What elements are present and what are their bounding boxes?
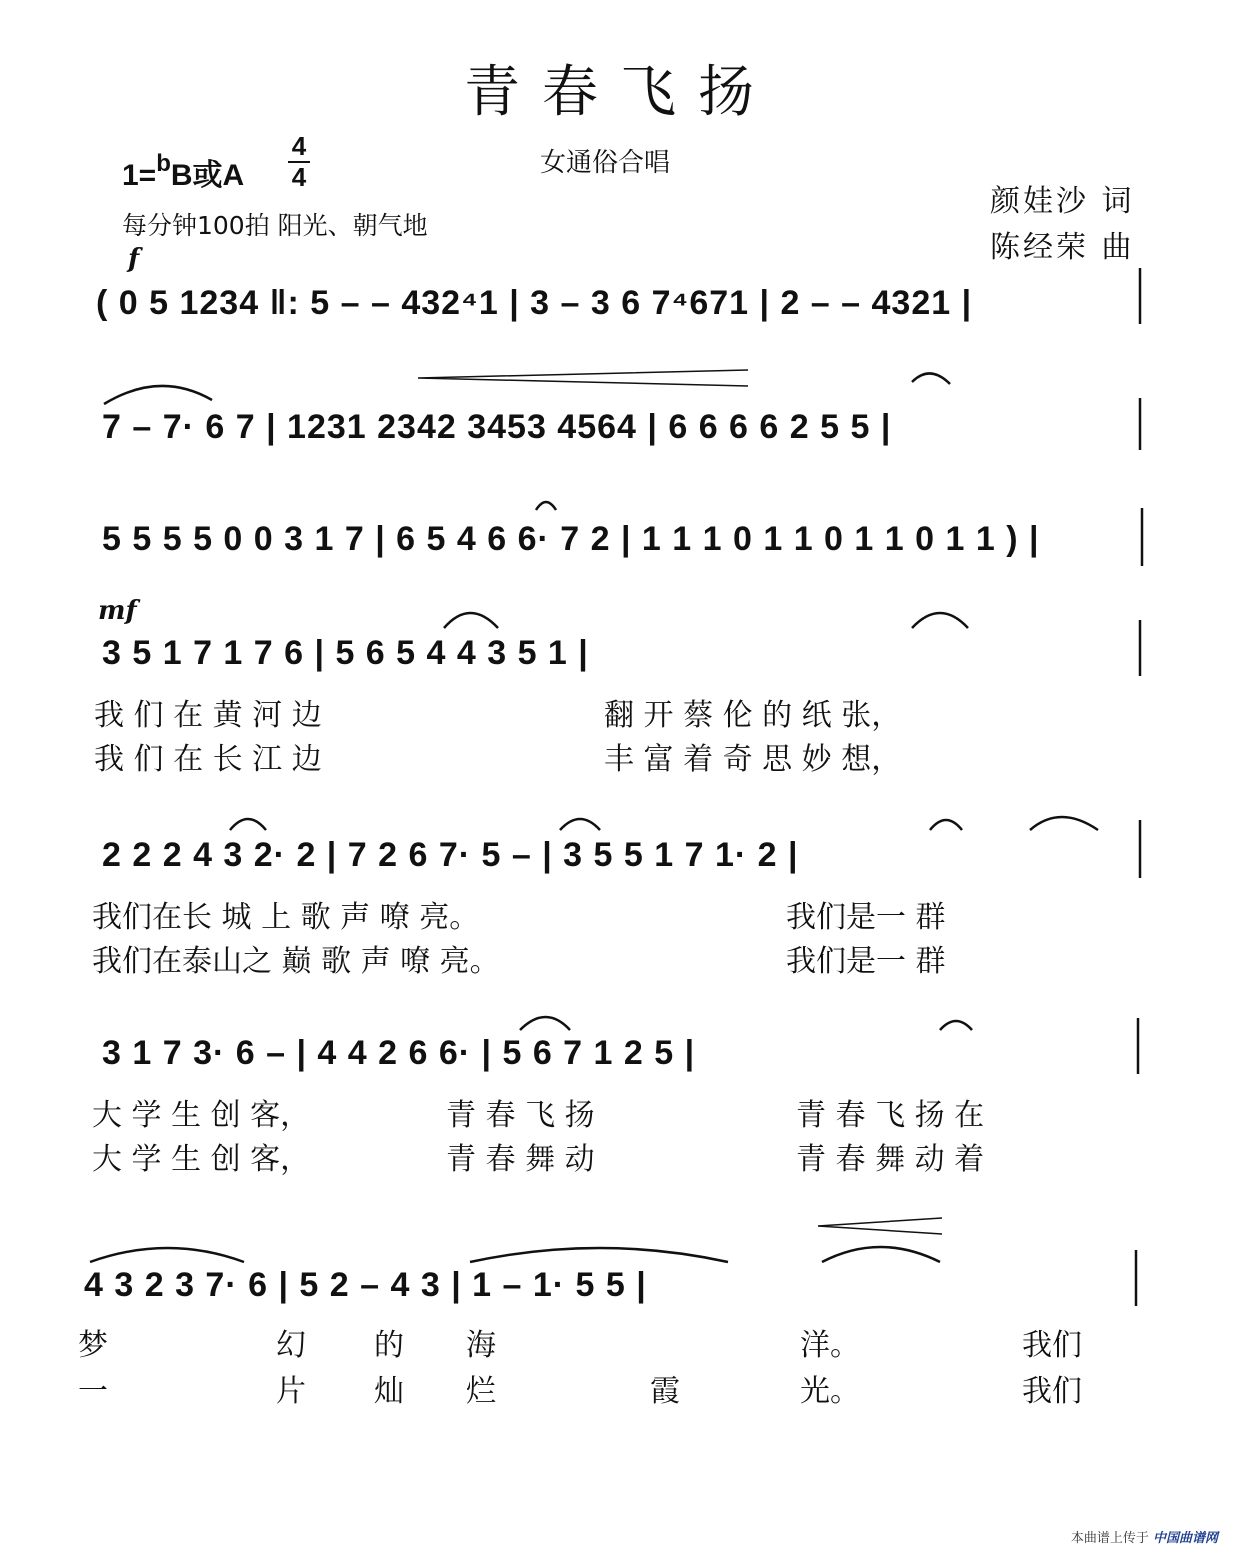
footer-text: 本曲谱上传于: [1070, 1531, 1149, 1546]
lyric-7b-4: 烂: [466, 1374, 496, 1409]
page-title: 青春飞扬: [464, 60, 776, 125]
hairpin-line-2: [418, 370, 748, 386]
lyric-line-6a-part3: 青 春 飞 扬 在: [796, 1098, 985, 1133]
lyric-7b-5: 霞: [650, 1374, 680, 1409]
fermata-line-3: [536, 502, 556, 510]
lyric-7a-6: 我们: [1022, 1328, 1082, 1363]
lyric-line-5b-part2: 我们是一 群: [786, 944, 946, 979]
slur-line-7a: [90, 1248, 244, 1262]
key-prefix: 1=: [122, 159, 157, 192]
slur-line-6a: [520, 1017, 570, 1030]
slur-line-4a: [444, 613, 498, 628]
lyric-line-6b-part1: 大 学 生 创 客，: [92, 1142, 311, 1177]
lyric-7a-5: 洋。: [800, 1328, 860, 1363]
lyricist-credit: 颜娃沙 词: [990, 184, 1135, 219]
lyric-7a-3: 的: [374, 1328, 404, 1363]
tempo-marking: 每分钟100拍 阳光、朝气地: [122, 211, 428, 240]
notation-line-6: 3 1 7 3· 6 – | 4 4 2 6 6· | 5 6 7 1 2 5 |: [102, 1034, 696, 1072]
lyric-line-4a-part1: 我 们 在 黄 河 边: [94, 698, 322, 733]
lyric-7b-2: 片: [276, 1374, 306, 1409]
slur-line-7b: [470, 1248, 728, 1262]
time-signature-bottom: 4: [291, 162, 307, 192]
lyric-line-6b-part3: 青 春 舞 动 着: [796, 1142, 985, 1177]
lyric-line-6b-part2: 青 春 舞 动: [446, 1142, 595, 1177]
lyric-7a-2: 幻: [276, 1328, 306, 1363]
dynamic-forte: f: [128, 244, 140, 274]
key-name: B或A: [170, 159, 245, 192]
notation-line-3: 5 5 5 5 0 0 3 1 7 | 6 5 4 6 6· 7 2 | 1 1 1 0 1 1 0 1 1 0 1 1 ) |: [102, 520, 1040, 558]
lyric-7b-7: 我们: [1022, 1374, 1082, 1409]
dynamic-mezzo-forte: mf: [98, 596, 137, 626]
lyric-line-5a-part1: 我们在长 城 上 歌 声 嘹 亮。: [92, 900, 480, 935]
lyric-7a-4: 海: [466, 1328, 496, 1363]
notation-line-5: 2 2 2 4 3 2· 2 | 7 2 6 7· 5 – | 3 5 5 1 7 1· 2 |: [102, 836, 799, 874]
notation-line-7: 4 3 2 3 7· 6 | 5 2 – 4 3 | 1 – 1· 5 5 |: [84, 1266, 647, 1304]
lyric-line-5a-part2: 我们是一 群: [786, 900, 946, 935]
slur-line-5b: [560, 819, 600, 830]
time-signature-top: 4: [291, 131, 307, 161]
lyric-line-6a-part2: 青 春 飞 扬: [446, 1098, 595, 1133]
lyric-7b-6: 光。: [800, 1374, 860, 1409]
lyric-line-6a-part1: 大 学 生 创 客，: [92, 1098, 311, 1133]
slur-line-5c: [930, 820, 962, 830]
slur-line-4b: [912, 613, 968, 628]
lyric-7a-1: 梦: [78, 1328, 108, 1363]
lyric-line-4a-part2: 翻 开 蔡 伦 的 纸 张，: [604, 698, 902, 733]
slur-line-5a: [230, 819, 266, 830]
lyric-7b-1: 一: [78, 1374, 108, 1409]
lyric-7b-3: 灿: [374, 1374, 404, 1409]
slur-line-6b: [940, 1021, 972, 1030]
subtitle: 女通俗合唱: [540, 148, 671, 178]
lyric-line-4b-part1: 我 们 在 长 江 边: [94, 742, 322, 777]
lyric-line-5b-part1: 我们在泰山之 巅 歌 声 嘹 亮。: [92, 944, 500, 979]
lyric-line-4b-part2: 丰 富 着 奇 思 妙 想，: [604, 742, 902, 777]
hairpin-line-7: [818, 1218, 942, 1234]
slur-line-7c: [822, 1247, 940, 1262]
footer-credit: [1071, 1527, 1218, 1546]
notation-line-1: ( 0 5 1234 ‖: 5 – – 432⁴1 | 3 – 3 6 7⁴671 | 2 – – 4321 |: [96, 284, 973, 322]
composer-credit: 陈经荣 曲: [990, 230, 1135, 265]
footer-site: 中国曲谱网: [1152, 1531, 1218, 1546]
slur-line-2b: [912, 373, 950, 384]
notation-line-4: 3 5 1 7 1 7 6 | 5 6 5 4 4 3 5 1 |: [102, 634, 589, 672]
slur-line-2: [104, 386, 212, 404]
notation-line-2: 7 – 7· 6 7 | 1231 2342 3453 4564 | 6 6 6 6 2 5 5 |: [102, 408, 892, 446]
flat-sign: b: [156, 150, 171, 177]
slur-line-5d: [1030, 817, 1098, 830]
